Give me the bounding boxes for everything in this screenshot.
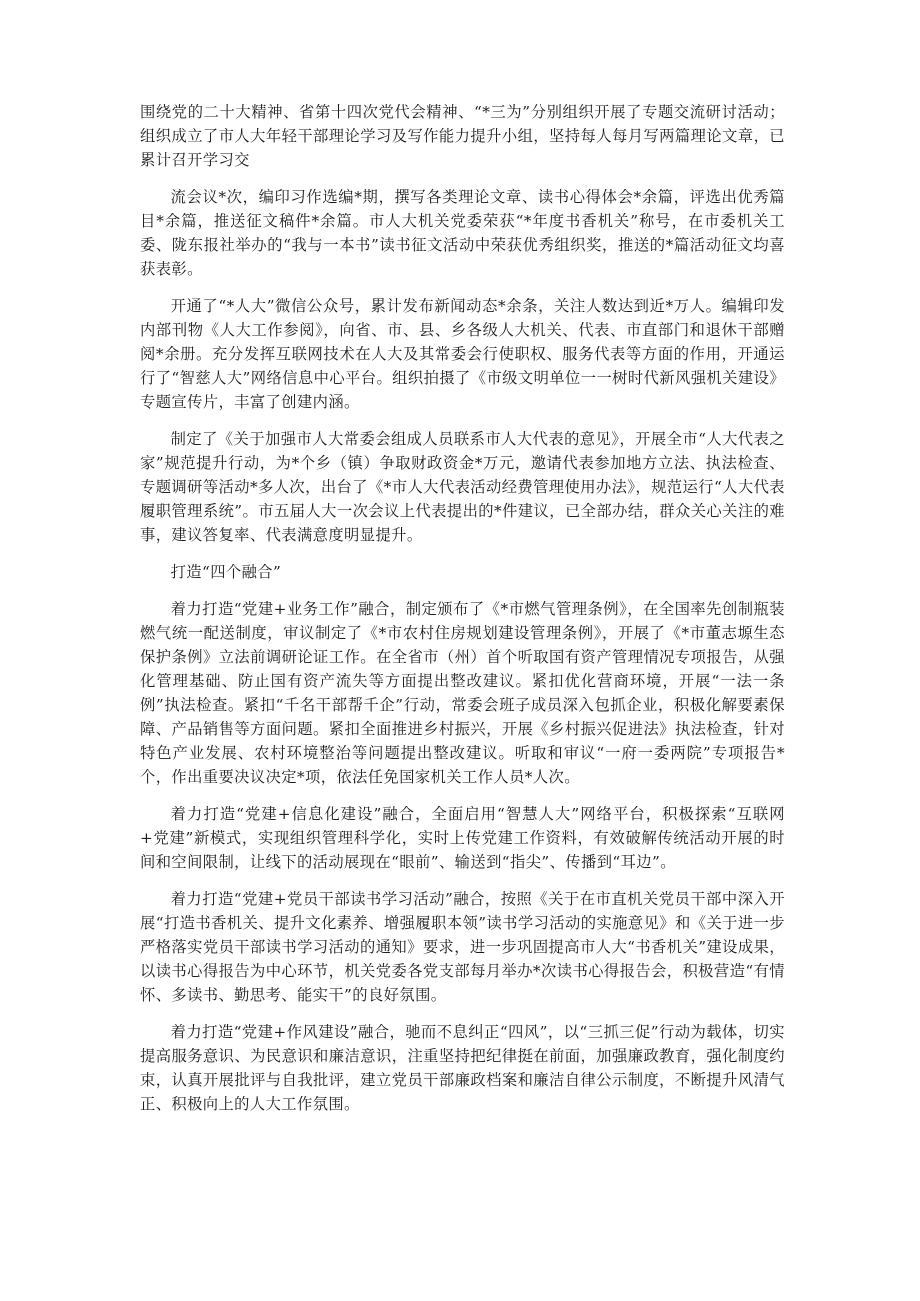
paragraph-7: 着力打造“党建+信息化建设”融合，全面启用“智慧人大”网络平台，积极探索“互联网+党建”新模式，实现组织管理科学化，实时上传党建工作资料，有效破解传统活动开展的时间和空间限制，让线下的活动展现在“眼前”、输送到“指尖”、传播到“耳边”。 [140, 805, 785, 871]
paragraph-3: 开通了“*人大”微信公众号，累计发布新闻动态*余条，关注人数达到近*万人。编辑印发内部刊物《人大工作参阅》，向省、市、县、乡各级人大机关、代表、市直部门和退休干部赠阅*余册。充分发挥互联网技术在人大及其常委会行使职权、服务代表等方面的作用，开通运行了“智慈人大”网络信息中心平台。组织拍摄了《市级文明单位一一树时代新风强机关建设》专题宣传片，丰富了创建内涵。 [140, 297, 785, 411]
paragraph-1: 围绕党的二十大精神、省第十四次党代会精神、“*三为”分别组织开展了专题交流研讨活动；组织成立了市人大年轻干部理论学习及写作能力提升小组，坚持每人每月写两篇理论文章，已累计召开学习交 [140, 103, 785, 169]
paragraph-9: 着力打造“党建+作风建设”融合，驰而不息纠正“四风”，以“三抓三促”行动为载体，切实提高服务意识、为民意识和廉洁意识，注重坚持把纪律挺在前面，加强廉政教育，强化制度约束，认真开展批评与自我批评，建立党员干部廉政档案和廉洁自律公示制度，不断提升风清气正、积极向上的人大工作氛围。 [140, 1023, 785, 1113]
paragraph-4: 制定了《关于加强市人大常委会组成人员联系市人大代表的意见》，开展全市“人大代表之家”规范提升行动，为*个乡（镇）争取财政资金*万元，邀请代表参加地方立法、执法检查、专题调研等活动*多人次，出台了《*市人大代表活动经费管理使用办法》，规范运行“人大代表履职管理系统”。市五届人大一次会议上代表提出的*件建议，已全部办结，群众关心关注的难事，建议答复率、代表满意度明显提升。 [140, 430, 785, 544]
paragraph-6: 着力打造“党建+业务工作”融合，制定颁布了《*市燃气管理条例》，在全国率先创制瓶装燃气统一配送制度，审议制定了《*市农村住房规划建设管理条例》，开展了《*市董志塬生态保护条例》立法前调研论证工作。在全省市（州）首个听取国有资产管理情况专项报告，从强化管理基础、防止国有资产流失等方面提出整改建议。紧扣优化营商环境，开展“一法一条例”执法检查。紧扣“千名干部帮千企”行动，常委会班子成员深入包抓企业，积极化解要素保障、产品销售等方面问题。紧扣全面推进乡村振兴，开展《乡村振兴促进法》执法检查，针对特色产业发展、农村环境整治等问题提出整改建议。听取和审议“一府一委两院”专项报告*个，作出重要决议决定*项，依法任免国家机关工作人员*人次。 [140, 600, 785, 786]
document-body [140, 100, 785, 1129]
paragraph-2: 流会议*次，编印习作选编*期，撰写各类理论文章、读书心得体会*余篇，评选出优秀篇目*余篇，推送征文稿件*余篇。市人大机关党委荣获“*年度书香机关”称号，在市委机关工委、陇东报社举办的“我与一本书”读书征文活动中荣获优秀组织奖，推送的*篇活动征文均喜获表彰。 [140, 188, 785, 278]
paragraph-8: 着力打造“党建+党员干部读书学习活动”融合，按照《关于在市直机关党员干部中深入开展“打造书香机关、提升文化素养、增强履职本领”读书学习活动的实施意见》和《关于进一步严格落实党员干部读书学习活动的通知》要求，进一步巩固提高市人大“书香机关”建设成果，以读书心得报告为中心环节，机关党委各党支部每月举办*次读书心得报告会，积极营造“有情怀、多读书、勤思考、能实干”的良好氛围。 [140, 890, 785, 1004]
section-heading: 打造“四个融合” [170, 563, 282, 581]
